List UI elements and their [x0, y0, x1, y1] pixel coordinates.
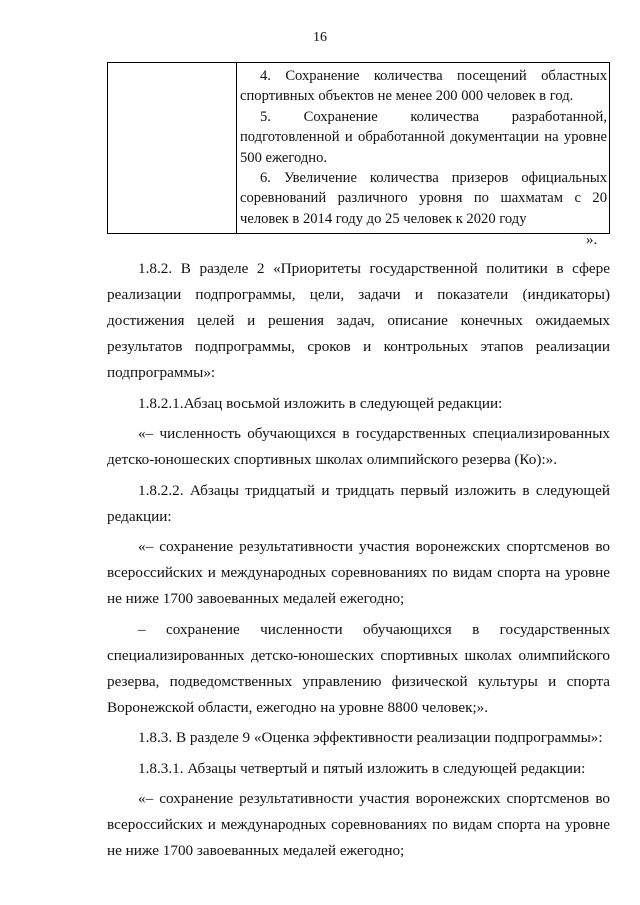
table-item: 5. Сохранение количества разработанной, подготовленной и обработанной документации на уровне 500 ежегодно.: [240, 108, 607, 166]
paragraph: 1.8.2.1.Абзац восьмой изложить в следующей редакции:: [138, 394, 503, 412]
continuation-table: [107, 62, 610, 234]
table-item: 4. Сохранение количества посещений областных спортивных объектов не менее 200 000 человек в год.: [240, 68, 607, 105]
table-row: [108, 63, 610, 234]
paragraph: 1.8.3.1. Абзацы четвертый и пятый изложить в следующей редакции:: [138, 759, 586, 777]
paragraph: 1.8.3. В разделе 9 «Оценка эффективности реализации подпрограммы»:: [138, 729, 603, 746]
table-cell-right: [237, 63, 610, 234]
paragraph: 1.8.2. В разделе 2 «Приоритеты государственной политики в сфере реализации подпрограммы, цели, задачи и показатели (индикаторы) достижения целей и решения задач, описание конечных ожидаемых результатов подпрограммы, сроков и контрольных этапов реализации подпрограммы»:: [107, 260, 610, 381]
closing-quote: ».: [586, 232, 598, 248]
page-number: 16: [313, 30, 327, 45]
table-cell-left: [108, 63, 237, 234]
document-body: [107, 256, 610, 869]
paragraph: «– сохранение результативности участия воронежских спортсменов во всероссийских и международных соревнованиях по видам спорта на уровне не ниже 1700 завоеванных медалей ежегодно;: [107, 790, 610, 859]
paragraph: – сохранение численности обучающихся в государственных специализированных детско-юношеских спортивных школах олимпийского резерва, подведомственных управлению физической культуры и спорта Воронежской области, ежегодно на уровне 8800 человек;».: [107, 620, 610, 716]
paragraph: «– численность обучающихся в государственных специализированных детско-юношеских спортивных школах олимпийского резерва (Ко):».: [107, 425, 610, 468]
table-item: 6. Увеличение количества призеров официальных соревнований различного уровня по шахматам с 20 человек в 2014 году до 25 человек к 2020 году: [240, 170, 607, 227]
paragraph: 1.8.2.2. Абзацы тридцатый и тридцать первый изложить в следующей редакции:: [107, 481, 610, 525]
paragraph: «– сохранение результативности участия воронежских спортсменов во всероссийских и международных соревнованиях по видам спорта на уровне не ниже 1700 завоеванных медалей ежегодно;: [107, 538, 610, 607]
